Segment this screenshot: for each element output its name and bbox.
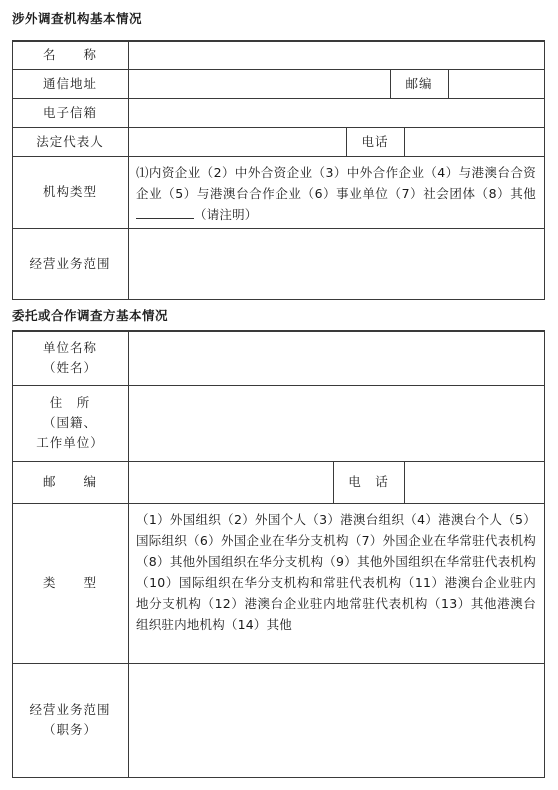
address-label: 通信地址	[42, 75, 97, 91]
section-2-title: 委托或合作调查方基本情况	[12, 308, 169, 323]
org-type-options-note: （请注明）	[194, 207, 258, 222]
scope-field[interactable]	[129, 229, 544, 299]
table-border-right	[544, 330, 545, 778]
table-border-bottom	[12, 777, 545, 778]
scope-label: 经营业务范围	[29, 255, 111, 271]
phone-label: 电话	[361, 133, 389, 149]
unit-name-label: 单位名称 （姓名）	[42, 339, 97, 375]
postcode-label: 邮编	[405, 75, 433, 91]
table-border-right	[544, 40, 545, 300]
scope-label: 经营业务范围 （职务）	[29, 702, 111, 737]
legal-rep-label: 法定代表人	[36, 133, 104, 149]
email-label: 电子信箱	[42, 104, 97, 120]
section-1-table	[12, 40, 545, 300]
phone-label: 电 话	[348, 474, 389, 489]
section-2-table	[12, 330, 545, 778]
address-field[interactable]	[129, 70, 390, 98]
name-label: 名 称	[42, 46, 97, 62]
section-1-title: 涉外调查机构基本情况	[12, 11, 143, 26]
residence-field[interactable]	[129, 386, 544, 461]
postcode-field[interactable]	[129, 462, 333, 503]
other-specify-blank[interactable]	[136, 205, 194, 219]
name-field[interactable]	[129, 42, 544, 69]
org-type-label: 机构类型	[42, 184, 97, 199]
scope-field[interactable]	[129, 664, 544, 777]
phone-field[interactable]	[405, 462, 544, 503]
email-field[interactable]	[129, 99, 544, 127]
table-border-bottom	[12, 299, 545, 300]
type-options: （1）外国组织（2）外国个人（3）港澳台组织（4）港澳台个人（5）国际组织（6）外国企业在华分支机构（7）外国企业在华常驻代表机构（8）其他外国组织在华分支机构（9）其他外国组织在华常驻代表机构（10）国际组织在华分支机构和常驻代表机构（11）港澳台企业驻内地分支机构（12）港澳台企业驻内地常驻代表机构（13）其他港澳台组织驻内地机构（14）其他	[136, 512, 536, 632]
residence-label: 住 所 （国籍、 工作单位）	[36, 395, 104, 450]
legal-rep-field[interactable]	[129, 128, 346, 156]
org-type-options	[129, 157, 544, 228]
unit-name-field[interactable]	[129, 332, 544, 385]
postcode-label: 邮 编	[42, 474, 97, 489]
type-label: 类 型	[42, 575, 97, 590]
org-type-options-text: ⑴内资企业（2）中外合资企业（3）中外合作企业（4）与港澳台合资企业（5）与港澳台合作企业（6）事业单位（7）社会团体（8）其他	[136, 165, 536, 201]
postcode-field[interactable]	[449, 70, 544, 98]
phone-field[interactable]	[405, 128, 544, 156]
